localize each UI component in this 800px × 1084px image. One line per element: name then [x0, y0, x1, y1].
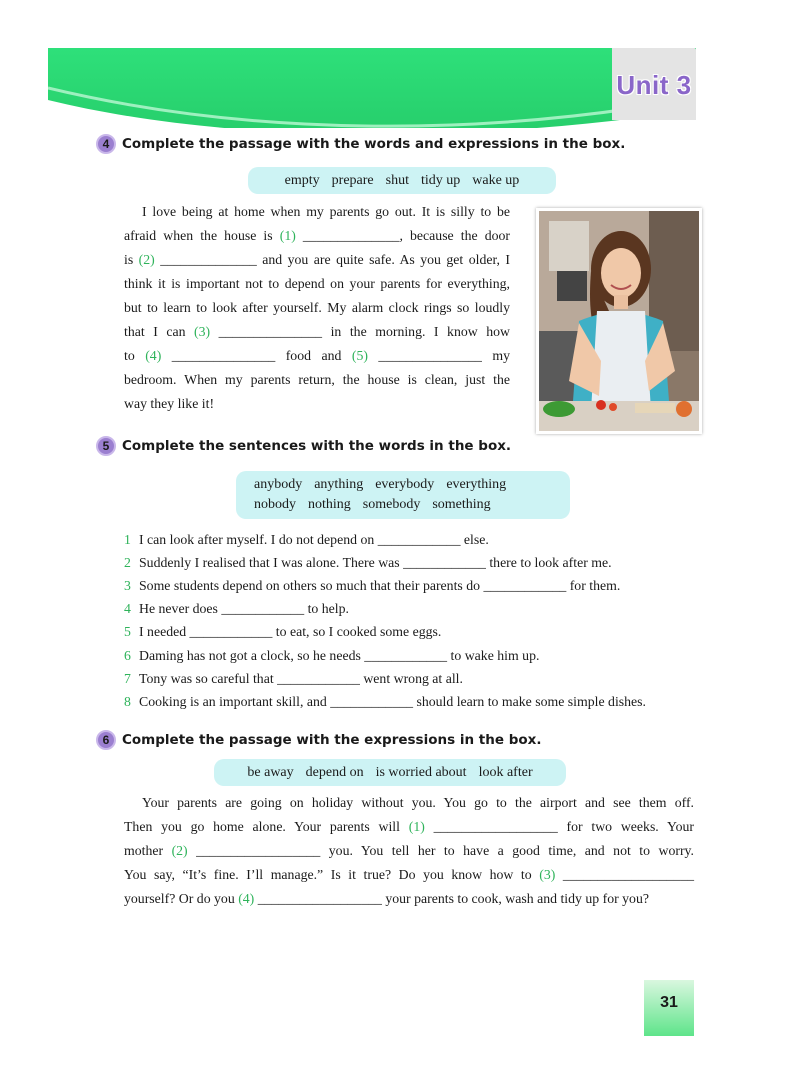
sentence-number: 1 [124, 531, 131, 547]
girl-cooking-photo [536, 208, 702, 434]
passage-line [124, 320, 510, 344]
sentence-item [124, 667, 704, 690]
passage-text: bedroom. When my parents return, the house is clean, just the [124, 372, 510, 387]
passage-line [124, 296, 510, 320]
passage-line [124, 368, 510, 392]
word-box-item: something [432, 497, 491, 512]
blank-number: (1) [408, 819, 425, 834]
blank-number: (2) [171, 843, 188, 858]
exercise-number-badge: 6 [96, 730, 116, 750]
blank-number: (3) [193, 324, 211, 339]
sentence-number: 4 [124, 601, 131, 617]
exercise-4-passage [124, 200, 510, 416]
word-box [248, 167, 556, 194]
blank-number: (2) [138, 252, 155, 267]
page-number: 31 [660, 994, 678, 1011]
passage-text: __________________ your parents to cook, wash and tidy up for you? [254, 891, 649, 906]
exercise-instruction: Complete the sentences with the words in the box. [122, 438, 512, 454]
sentence-item [124, 621, 704, 644]
sentence-number: 8 [124, 693, 131, 709]
word-box-item: wake up [472, 173, 520, 188]
passage-text: I love being at home when my parents go out. It is silly to be [142, 204, 510, 219]
passage-line [124, 791, 694, 815]
passage-line [124, 248, 510, 272]
passage-text: You say, “It’s fine. I’ll manage.” Is it true? Do you know how to [124, 867, 540, 882]
word-box [236, 471, 570, 519]
exercise-5-sentences [124, 528, 704, 714]
sentence-text: Tony was so careful that ____________ went wrong at all. [139, 670, 463, 686]
sentence-item [124, 598, 704, 621]
passage-text: that I can [124, 324, 194, 339]
passage-text: __________________ for two weeks. Your [424, 819, 694, 834]
passage-line [124, 392, 510, 416]
word-box-item: everybody [375, 477, 435, 492]
passage-line [124, 224, 510, 248]
word-box-item: depend on [305, 765, 364, 780]
sentence-number: 5 [124, 624, 131, 640]
word-box [214, 759, 566, 786]
word-box-item: somebody [362, 497, 421, 512]
passage-line [124, 863, 694, 887]
passage-line [124, 887, 694, 911]
word-box-item: anything [314, 477, 364, 492]
sentence-item [124, 574, 704, 597]
sentence-text: Cooking is an important skill, and ____________ should learn to make some simple dishes. [139, 693, 646, 709]
word-box-item: shut [385, 173, 409, 188]
exercise-4-heading [96, 133, 625, 155]
sentence-number: 7 [124, 670, 131, 686]
exercise-instruction: Complete the passage with the expressions in the box. [122, 732, 542, 748]
blank-number: (4) [145, 348, 162, 363]
passage-text: to [124, 348, 146, 363]
passage-text: Your parents are going on holiday without you. You go to the airport and see them off. [142, 795, 694, 810]
sentence-number: 3 [124, 577, 131, 593]
sentence-item [124, 644, 704, 667]
word-box-item: prepare [331, 173, 374, 188]
passage-text: mother [124, 843, 172, 858]
passage-text: think it is important not to depend on your parents for everything, [124, 276, 510, 291]
passage-line [124, 839, 694, 863]
word-box-item: nothing [308, 497, 351, 512]
passage-text: _______________ in the morning. I know how [210, 324, 510, 339]
word-box-item: be away [247, 765, 294, 780]
passage-text: _______________ food and [161, 348, 352, 363]
sentence-text: Suddenly I realised that I was alone. There was ____________ there to look after me. [139, 554, 612, 570]
passage-text: ___________________ [555, 867, 694, 882]
exercise-6-heading [96, 729, 541, 751]
sentence-text: I can look after myself. I do not depend on ____________ else. [139, 531, 489, 547]
passage-text: ______________, because the door [295, 228, 511, 243]
sentence-text: Some students depend on others so much that their parents do ____________ for them. [139, 577, 621, 593]
blank-number: (5) [351, 348, 368, 363]
passage-text: __________________ you. You tell her to have a good time, and not to worry. [187, 843, 694, 858]
passage-text: Then you go home alone. Your parents will [124, 819, 409, 834]
exercise-number-badge: 4 [96, 134, 116, 154]
sentence-text: He never does ____________ to help. [139, 601, 349, 617]
word-box-item: nobody [254, 497, 296, 512]
word-box-item: anybody [254, 477, 303, 492]
word-box-item: everything [446, 477, 507, 492]
sentence-number: 2 [124, 554, 131, 570]
unit-title: Unit 3 [616, 70, 692, 100]
blank-number: (4) [238, 891, 255, 906]
word-box-item: look after [478, 765, 533, 780]
exercise-instruction: Complete the passage with the words and expressions in the box. [122, 136, 626, 152]
word-box-item: tidy up [420, 173, 461, 188]
passage-line [124, 344, 510, 368]
sentence-number: 6 [124, 647, 131, 663]
blank-number: (3) [539, 867, 556, 882]
sentence-item [124, 551, 704, 574]
exercise-6-passage [124, 791, 694, 911]
passage-text: yourself? Or do you [124, 891, 239, 906]
sentence-text: I needed ____________ to eat, so I cooked some eggs. [139, 624, 442, 640]
passage-line [124, 272, 510, 296]
sentence-item [124, 528, 704, 551]
passage-text: _______________ my [367, 348, 510, 363]
passage-line [124, 815, 694, 839]
passage-text: is [124, 252, 139, 267]
passage-text: afraid when the house is [124, 228, 280, 243]
exercise-number-badge: 5 [96, 436, 116, 456]
passage-text: but to learn to look after yourself. My alarm clock rings so loudly [124, 300, 510, 315]
passage-text: ______________ and you are quite safe. As you get older, I [154, 252, 511, 267]
word-box-item: empty [284, 173, 320, 188]
exercise-5-heading [96, 435, 511, 457]
word-box-row [254, 475, 552, 495]
sentence-item [124, 690, 704, 713]
blank-number: (1) [279, 228, 296, 243]
word-box-row [254, 495, 552, 515]
header-banner [48, 48, 696, 128]
word-box-item: is worried about [375, 765, 467, 780]
sentence-text: Daming has not got a clock, so he needs ____________ to wake him up. [139, 647, 540, 663]
passage-line [124, 200, 510, 224]
passage-text: way they like it! [124, 396, 215, 411]
